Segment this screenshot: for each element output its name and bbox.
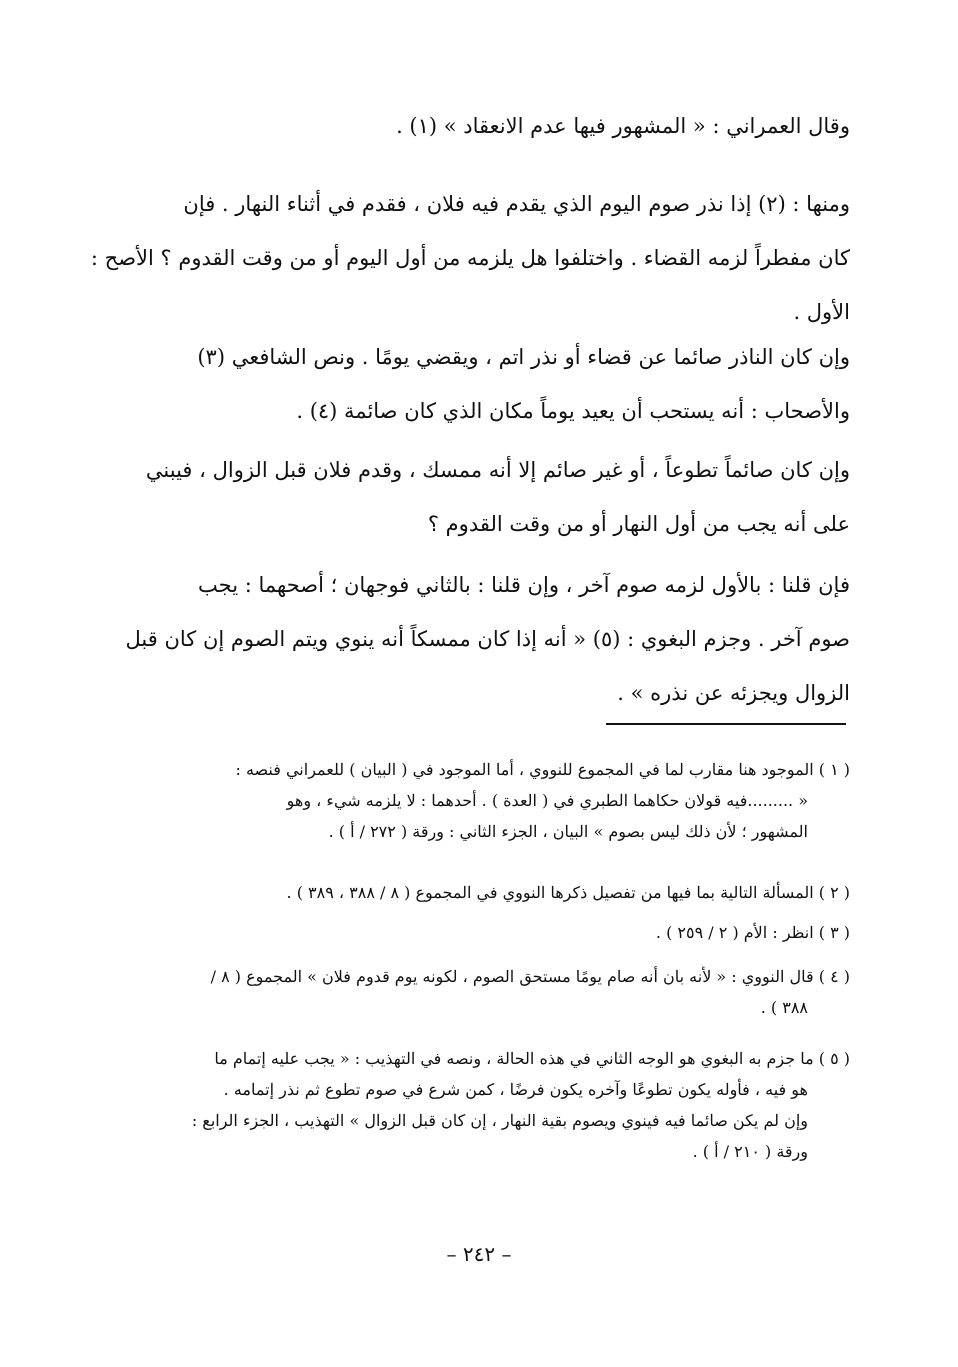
page-number: – ٢٤٢ –: [446, 1242, 512, 1266]
paragraph-line: وإن كان صائماً تطوعاً ، أو غير صائم إلا أنه ممسك ، وقدم فلان قبل الزوال ، فيبني: [145, 458, 850, 482]
footnote-line: ( ١ ) الموجود هنا مقارب لما في المجموع للنووي ، أما الموجود في ( البيان ) للعمراني فنصه :: [235, 760, 850, 779]
footnote-5: [105, 1043, 850, 1167]
paragraph-2: [90, 177, 850, 339]
footnote-line: هو فيه ، فأوله يكون تطوعًا وآخره يكون فرضًا ، كمن شرع في صوم تطوع ثم نذر إتمامه .: [223, 1080, 808, 1099]
paragraph-1: [115, 99, 850, 153]
paragraph-line: ومنها : (٢) إذا نذر صوم اليوم الذي يقدم فيه فلان ، فقدم في أثناء النهار . فإن: [183, 192, 850, 216]
paragraph-3: [115, 330, 850, 438]
footnote-line: ( ٣ ) انظر : الأم ( ٢ / ٢٥٩ ) .: [655, 923, 850, 942]
footnote-line: ( ٢ ) المسألة التالية بما فيها من تفصيل ذكرها النووي في المجموع ( ٨ / ٣٨٨ ، ٣٨٩ ) .: [286, 883, 850, 902]
footnote-line: المشهور ؛ لأن ذلك ليس بصوم » البيان ، الجزء الثاني : ورقة ( ٢٧٢ / أ ) .: [328, 822, 808, 841]
paragraph-line: وقال العمراني : « المشهور فيها عدم الانعقاد » (١) .: [396, 114, 850, 138]
footnote-line: وإن لم يكن صائما فيه فينوي ويصوم بقية النهار ، إن كان قبل الزوال » التهذيب ، الجزء الرابع :: [191, 1111, 808, 1130]
footnote-line: « .........فيه قولان حكاهما الطبري في ( العدة ) . أحدهما : لا يلزمه شيء ، وهو: [286, 791, 808, 810]
footnote-1: [105, 754, 850, 847]
paragraph-4: [115, 443, 850, 551]
paragraph-line: صوم آخر . وجزم البغوي : (٥) « أنه إذا كان ممسكاً أنه ينوي ويتم الصوم إن كان قبل: [125, 627, 850, 651]
footnote-3: [105, 917, 850, 948]
paragraph-line: الأول .: [793, 300, 850, 324]
paragraph-line: كان مفطراً لزمه القضاء . واختلفوا هل يلزمه من أول اليوم أو من وقت القدوم ؟ الأصح :: [90, 246, 850, 270]
footnote-line: ورقة ( ٢١٠ / أ ) .: [692, 1142, 808, 1161]
footnote-line: ٣٨٨ ) .: [760, 998, 808, 1017]
footnote-2: [105, 877, 850, 908]
paragraph-line: وإن كان الناذر صائما عن قضاء أو نذر اتم ، ويقضي يومًا . ونص الشافعي (٣): [197, 345, 850, 369]
footnote-divider: [606, 723, 846, 725]
footnote-line: ( ٤ ) قال النووي : « لأنه بان أنه صام يومًا مستحق الصوم ، لكونه يوم قدوم فلان » المجموع ( ٨ /: [210, 967, 850, 986]
paragraph-line: الزوال ويجزئه عن نذره » .: [617, 681, 850, 705]
paragraph-line: فإن قلنا : بالأول لزمه صوم آخر ، وإن قلنا : بالثاني فوجهان ؛ أصحهما : يجب: [198, 573, 850, 597]
footnote-line: ( ٥ ) ما جزم به البغوي هو الوجه الثاني في هذه الحالة ، ونصه في التهذيب : « يجب عليه إتمام ما: [214, 1049, 850, 1068]
footnote-4: [105, 961, 850, 1023]
paragraph-5: [115, 558, 850, 720]
paragraph-line: على أنه يجب من أول النهار أو من وقت القدوم ؟: [427, 512, 850, 536]
paragraph-line: والأصحاب : أنه يستحب أن يعيد يوماً مكان الذي كان صائمة (٤) .: [296, 399, 850, 423]
